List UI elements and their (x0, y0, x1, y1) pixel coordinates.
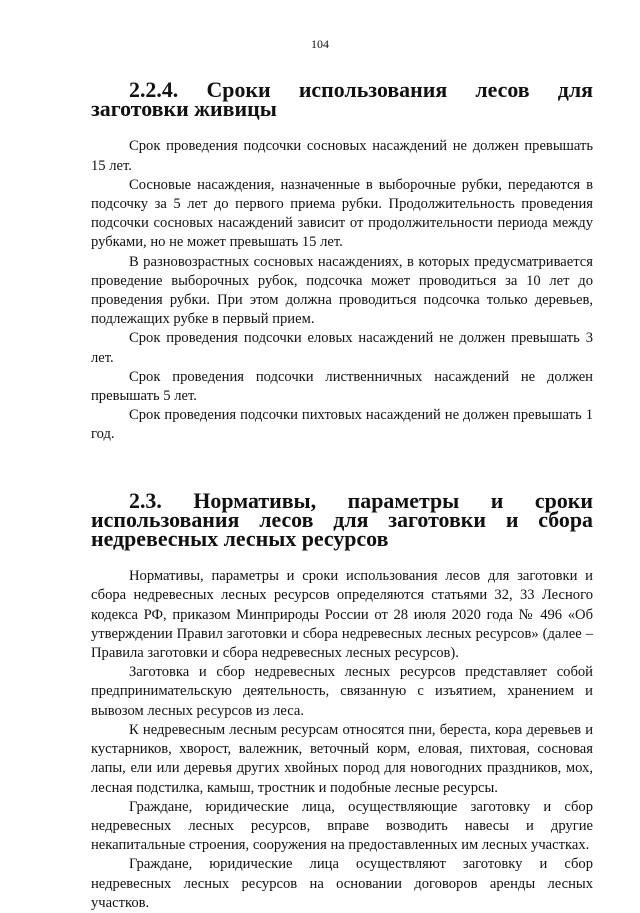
paragraph: Заготовка и сбор недревесных лесных ресурсов представляет собой предпринимательскую деятельность, связанную с изъятием, хранением и вывозом лесных ресурсов из леса. (91, 664, 593, 719)
document-body (91, 77, 593, 913)
section-heading-2-3: 2.3. Нормативы, параметры и сроки использования лесов для заготовки и сбора недревесных лесных ресурсов (91, 487, 593, 552)
paragraph: Сосновые насаждения, назначенные в выборочные рубки, передаются в подсочку за 5 лет до первого приема рубки. Продолжительность проведения подсочки сосновых насаждений зависит от продолжительности периода между рубками, но не может превышать 15 лет. (91, 176, 593, 251)
paragraph: Срок проведения подсочки лиственничных насаждений не должен превышать 5 лет. (91, 368, 593, 405)
page-number: 104 (311, 37, 329, 51)
paragraph: Срок проведения подсочки сосновых насаждений не должен превышать 15 лет. (91, 138, 593, 174)
section-heading-2-2-4: 2.2.4. Сроки использования лесов для заготовки живицы (91, 77, 593, 122)
paragraph: Срок проведения подсочки пихтовых насаждений не должен превышать 1 год. (91, 407, 593, 443)
paragraph: Срок проведения подсочки еловых насаждений не должен превышать 3 лет. (91, 330, 593, 366)
paragraph: К недревесным лесным ресурсам относятся пни, береста, кора деревьев и кустарников, хворост, валежник, веточный корм, еловая, пихтовая, сосновая лапы, ели или деревья других хвойных пород для новогодних праздников, мох, лесная подстилка, камыш, тростник и подобные лесные ресурсы. (91, 721, 593, 796)
paragraph: Нормативы, параметры и сроки использования лесов для заготовки и сбора недревесных лесных ресурсов определяются статьями 32, 33 Лесного кодекса РФ, приказом Минприроды России от 28 июля 2020 года № 496 «Об утверждении Правил заготовки и сбора недревесных лесных ресурсов» (далее – Правила заготовки и сбора недревесных лесных ресурсов). (91, 568, 593, 662)
paragraph: Граждане, юридические лица осуществляют заготовку и сбор недревесных лесных ресурсов на основании договоров аренды лесных участков. (91, 856, 593, 911)
paragraph: В разновозрастных сосновых насаждениях, в которых предусматривается проведение выборочных рубок, подсочка может проводиться за 10 лет до проведения рубки. При этом должна проводиться подсочка только деревьев, подлежащих рубке в первый прием. (91, 253, 593, 328)
paragraph: Граждане, юридические лица, осуществляющие заготовку и сбор недревесных лесных ресурсов, вправе возводить навесы и другие некапитальные строения, сооружения на предоставленных им лесных участках. (91, 798, 593, 854)
